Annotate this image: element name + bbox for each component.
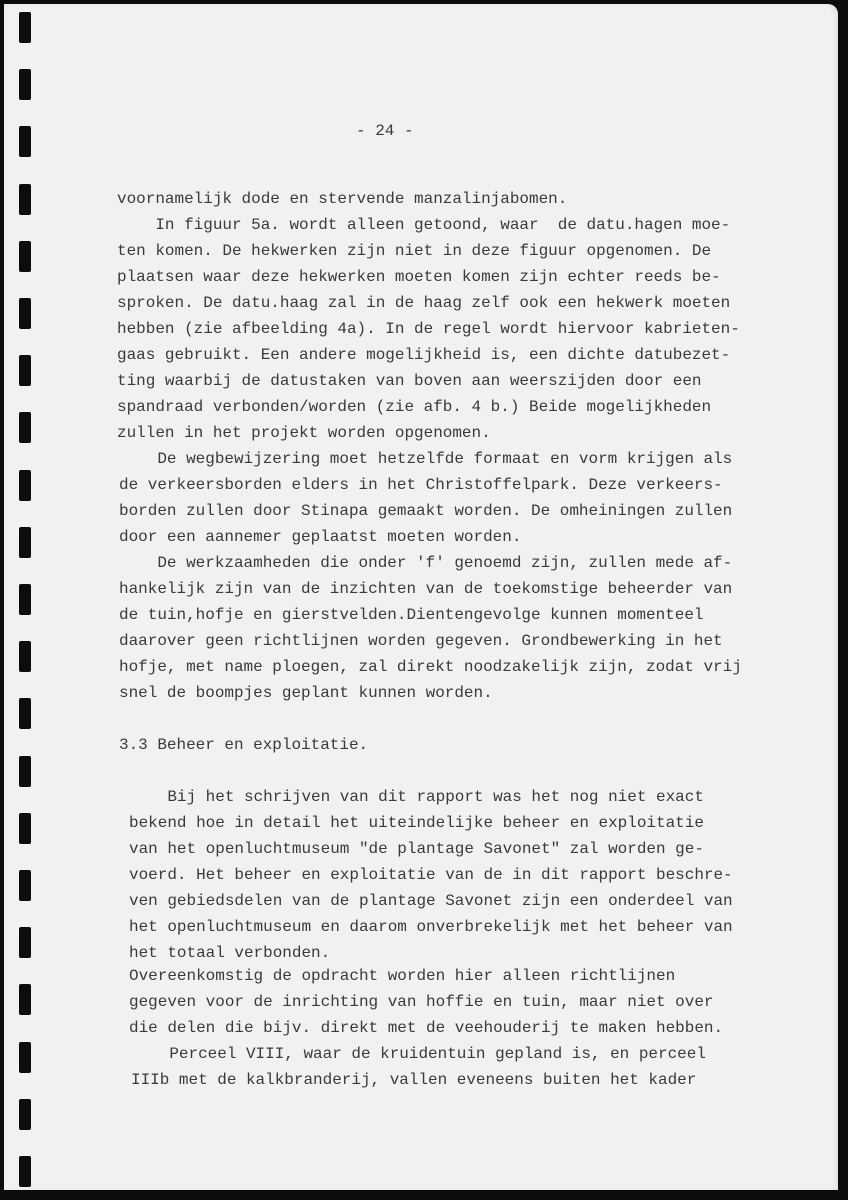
text-line: In figuur 5a. wordt alleen getoond, waar de datu.hagen moe- (117, 216, 731, 234)
binding-hole (19, 927, 31, 958)
text-line: het openluchtmuseum en daarom onverbrekelijk met het beheer van (129, 918, 733, 936)
text-line: de verkeersborden elders in het Christoffelpark. Deze verkeers- (119, 476, 723, 494)
binding-hole (19, 756, 31, 787)
text-line: voornamelijk dode en stervende manzalinjabomen. (117, 190, 568, 208)
text-line: sproken. De datu.haag zal in de haag zelf ook een hekwerk moeten (117, 294, 731, 312)
text-line: snel de boompjes geplant kunnen worden. (119, 684, 493, 702)
binding-hole (19, 12, 31, 43)
binding-hole (19, 69, 31, 100)
binding-hole (19, 184, 31, 215)
binding-hole (19, 412, 31, 443)
text-line: Overeenkomstig de opdracht worden hier alleen richtlijnen (129, 967, 676, 985)
text-line: die delen die bijv. direkt met de veehouderij te maken hebben. (129, 1019, 724, 1037)
text-line: Perceel VIII, waar de kruidentuin gepland is, en perceel (131, 1045, 706, 1063)
text-line: IIIb met de kalkbranderij, vallen eveneens buiten het kader (131, 1071, 697, 1089)
binding-hole (19, 1042, 31, 1073)
text-line: de tuin,hofje en gierstvelden.Dientengevolge kunnen momenteel (119, 606, 704, 624)
text-line: van het openluchtmuseum "de plantage Savonet" zal worden ge- (129, 840, 704, 858)
binding-hole (19, 355, 31, 386)
document-page (4, 4, 838, 1190)
text-line: gaas gebruikt. Een andere mogelijkheid is, een dichte datubezet- (117, 346, 731, 364)
text-line: Bij het schrijven van dit rapport was het nog niet exact (129, 788, 704, 806)
text-line: door een aannemer geplaatst moeten worden. (119, 528, 522, 546)
text-line: het totaal verbonden. (129, 944, 331, 962)
binding-hole (19, 698, 31, 729)
binding-hole (19, 813, 31, 844)
text-line: bekend hoe in detail het uiteindelijke beheer en exploitatie (129, 814, 704, 832)
text-line: daarover geen richtlijnen worden gegeven. Grondbewerking in het (119, 632, 723, 650)
text-line: De werkzaamheden die onder 'f' genoemd zijn, zullen mede af- (119, 554, 733, 572)
binding-hole (19, 470, 31, 501)
binding-hole (19, 527, 31, 558)
text-line: gegeven voor de inrichting van hoffie en tuin, maar niet over (129, 993, 714, 1011)
text-line: hofje, met name ploegen, zal direkt noodzakelijk zijn, zodat vrij (119, 658, 742, 676)
text-line: ven gebiedsdelen van de plantage Savonet zijn een onderdeel van (129, 892, 733, 910)
text-line: borden zullen door Stinapa gemaakt worden. De omheiningen zullen (119, 502, 733, 520)
text-line: spandraad verbonden/worden (zie afb. 4 b.) Beide mogelijkheden (117, 398, 712, 416)
binding-hole (19, 1099, 31, 1130)
text-line: ting waarbij de datustaken van boven aan weerszijden door een (117, 372, 702, 390)
binding-hole (19, 584, 31, 615)
text-line: De wegbewijzering moet hetzelfde formaat en vorm krijgen als (119, 450, 733, 468)
text-line: plaatsen waar deze hekwerken moeten komen zijn echter reeds be- (117, 268, 721, 286)
text-line: voerd. Het beheer en exploitatie van de in dit rapport beschre- (129, 866, 733, 884)
binding-hole (19, 241, 31, 272)
text-line: hebben (zie afbeelding 4a). In de regel wordt hiervoor kabrieten- (117, 320, 740, 338)
text-line: zullen in het projekt worden opgenomen. (117, 424, 491, 442)
text-line: ten komen. De hekwerken zijn niet in deze figuur opgenomen. De (117, 242, 712, 260)
page-number: - 24 - (356, 122, 414, 140)
binding-hole (19, 1156, 31, 1187)
binding-hole (19, 298, 31, 329)
binding-hole (19, 984, 31, 1015)
binding-hole (19, 641, 31, 672)
text-line: hankelijk zijn van de inzichten van de toekomstige beheerder van (119, 580, 733, 598)
binding-hole (19, 870, 31, 901)
binding-hole (19, 126, 31, 157)
text-line: 3.3 Beheer en exploitatie. (119, 736, 369, 754)
